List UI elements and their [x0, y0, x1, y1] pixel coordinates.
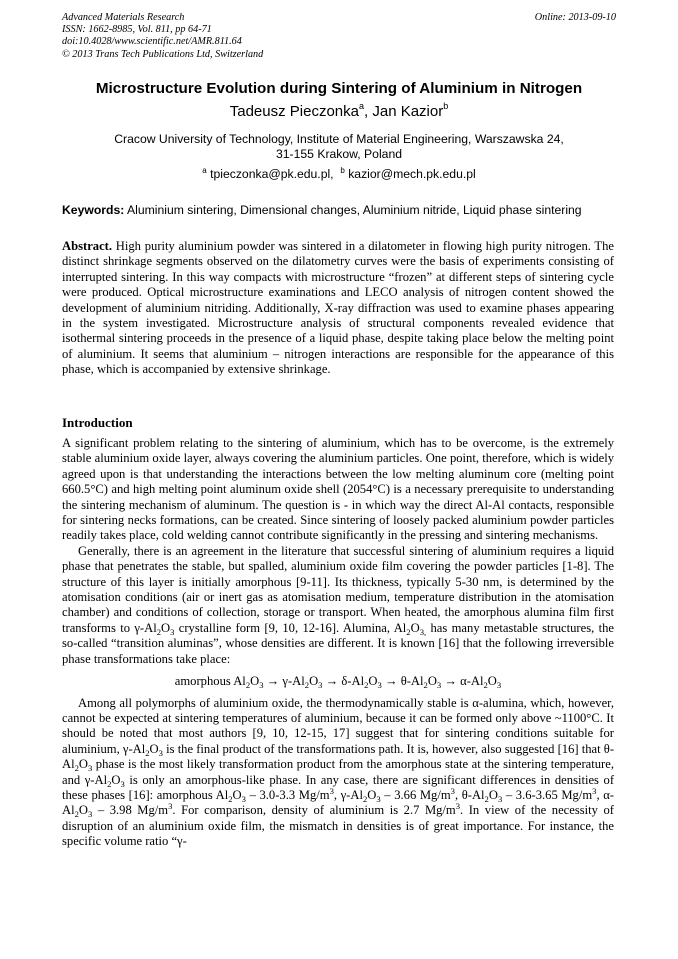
- journal-info: [62, 12, 616, 61]
- journal-copyright: © 2013 Trans Tech Publications Ltd, Switzerland: [62, 48, 264, 60]
- abstract-text: High purity aluminium powder was sintered in a dilatometer in flowing high purity nitrogen. The distinct shrinkage segments observed on the dilatometry curves were the basis of experiments consisting of interrupted sintering. In this way compacts with microstructure “frozen” at different steps of sintering cycle were produced. Optical microstructure examinations and LECO analysis of nitrogen content showed the development of aluminium nitriding. Additionally, X-ray diffraction was used to examine phases appearing in the system investigated. Microstructure analysis of structural components revealed evidence that isothermal sintering proceeds in the presence of a liquid phase, despite taking place below the melting point of aluminium. It seems that aluminium – nitrogen interactions are responsible for the appearance of this phase, which is accompanied by extensive shrinkage.: [62, 239, 614, 377]
- paragraph: Generally, there is an agreement in the literature that successful sintering of aluminium requires a liquid phase that penetrates the stable, but spalled, aluminium oxide film covering the powder particles [1-8]. The structure of this layer is initially amorphous [9-11]. Its thickness, typically 5-30 nm, is determined by the atomisation conditions (air or inert gas as atomisation medium, temperature distribution in the atomisation chamber) and conditions of collection, storage or transport. When heated, the amorphous alumina film first transforms to $\gamma-Al_2O_3$ crystalline form [9, 10, 12-16]. Alumina, $Al_2O_{3,}$ has many metastable structures, the so-called “transition aluminas”, whose densities are different. It is known [16] that the following irreversible phase transformations take place:: [62, 543, 614, 666]
- author-line: [40, 103, 638, 121]
- abstract-label: Abstract.: [62, 239, 113, 253]
- abstract: [62, 239, 614, 378]
- journal-doi: doi:10.4028/www.scientific.net/AMR.811.64: [62, 36, 242, 48]
- online-date: Online: 2013-09-10: [534, 12, 616, 23]
- introduction-body: [62, 436, 614, 850]
- email-mark: a: [202, 166, 207, 175]
- affiliation-line: Cracow University of Technology, Institute of Material Engineering, Warszawska 24,: [114, 132, 564, 146]
- author-separator: ,: [364, 103, 373, 120]
- keywords: [62, 203, 616, 218]
- email-line: [40, 167, 638, 182]
- paragraph: A significant problem relating to the sintering of aluminium, which has to be overcome, is the extremely stable aluminium oxide layer, always covering the aluminium particles. One point, therefore, which is widely agreed upon is that understanding the interactions between the low melting aluminum core (melting point 660.5°C) and high melting point aluminum oxide shell (2054°C) is a necessary prerequisite to understanding the sintering mechanism of aluminum. The question is - in which way the direct Al-Al contacts, responsible for sintering necks formations, can be created. Since sintering of loosely packed aluminium powder particles readily takes place, cold welding cannot contribute significantly in the pressing and sintering mechanisms.: [62, 436, 614, 543]
- keywords-label: Keywords:: [62, 203, 125, 217]
- keywords-text: Aluminium sintering, Dimensional changes, Aluminium nitride, Liquid phase sintering: [127, 203, 582, 217]
- transformation-equation: amorphous $Al_2O_3 \to \gamma-Al_2O_3 \to \delta-Al_2O_3 \to \theta-Al_2O_3 \to \alpha-Al_2O_3$: [174, 674, 502, 691]
- affiliation: [80, 132, 598, 162]
- journal-name: Advanced Materials Research: [62, 12, 185, 23]
- email-mark: b: [340, 166, 345, 175]
- email-link[interactable]: kazior@mech.pk.edu.pl: [348, 167, 476, 181]
- author-name: Tadeusz Pieczonka: [229, 103, 359, 120]
- paragraph: Among all polymorphs of aluminium oxide, the thermodynamically stable is α-alumina, which, however, cannot be expected at sintering temperatures of aluminium, because it can be formed only above ~1100°C. It should be noted that most authors [9, 10, 12-15, 17] suggest that for sintering conditions suitable for aluminium, $\gamma-Al_2O_3$ is the final product of the transformations path. It is, however, also suggested [16] that $\theta-Al_2O_3$ phase is the most likely transformation product from the amorphous state at the sintering temperature, and $\gamma-Al_2O_3$ is only an amorphous-like phase. In any case, there are significant differences in densities of these phases [16]: amorphous $Al_2O_3 - 3.0-3.3$ $Mg/m^3$, $\gamma-Al_2O_3 - 3.66$ $Mg/m^3$, $\theta-Al_2O_3 - 3.6-3.65$ $Mg/m^3$, $\alpha-Al_2O_3 - 3.98$ $Mg/m^3$. For comparison, density of aluminium is 2.7 $Mg/m^3$. In view of the necessity of disruption of an aluminium oxide film, the mismatch in densities is of great importance. For instance, the specific volume ratio “γ-: [62, 695, 615, 849]
- affiliation-line: 31-155 Krakow, Poland: [275, 147, 403, 162]
- author-affil-mark: a: [359, 101, 365, 111]
- section-heading: Introduction: [62, 415, 133, 430]
- author-name: Jan Kazior: [372, 103, 444, 120]
- author-affil-mark: b: [443, 101, 449, 111]
- paper-title: Microstructure Evolution during Sintering of Aluminium in Nitrogen: [95, 80, 583, 97]
- journal-header: [62, 12, 616, 61]
- journal-issn: ISSN: 1662-8985, Vol. 811, pp 64-71: [62, 24, 212, 36]
- email-link[interactable]: tpieczonka@pk.edu.pl,: [210, 167, 334, 181]
